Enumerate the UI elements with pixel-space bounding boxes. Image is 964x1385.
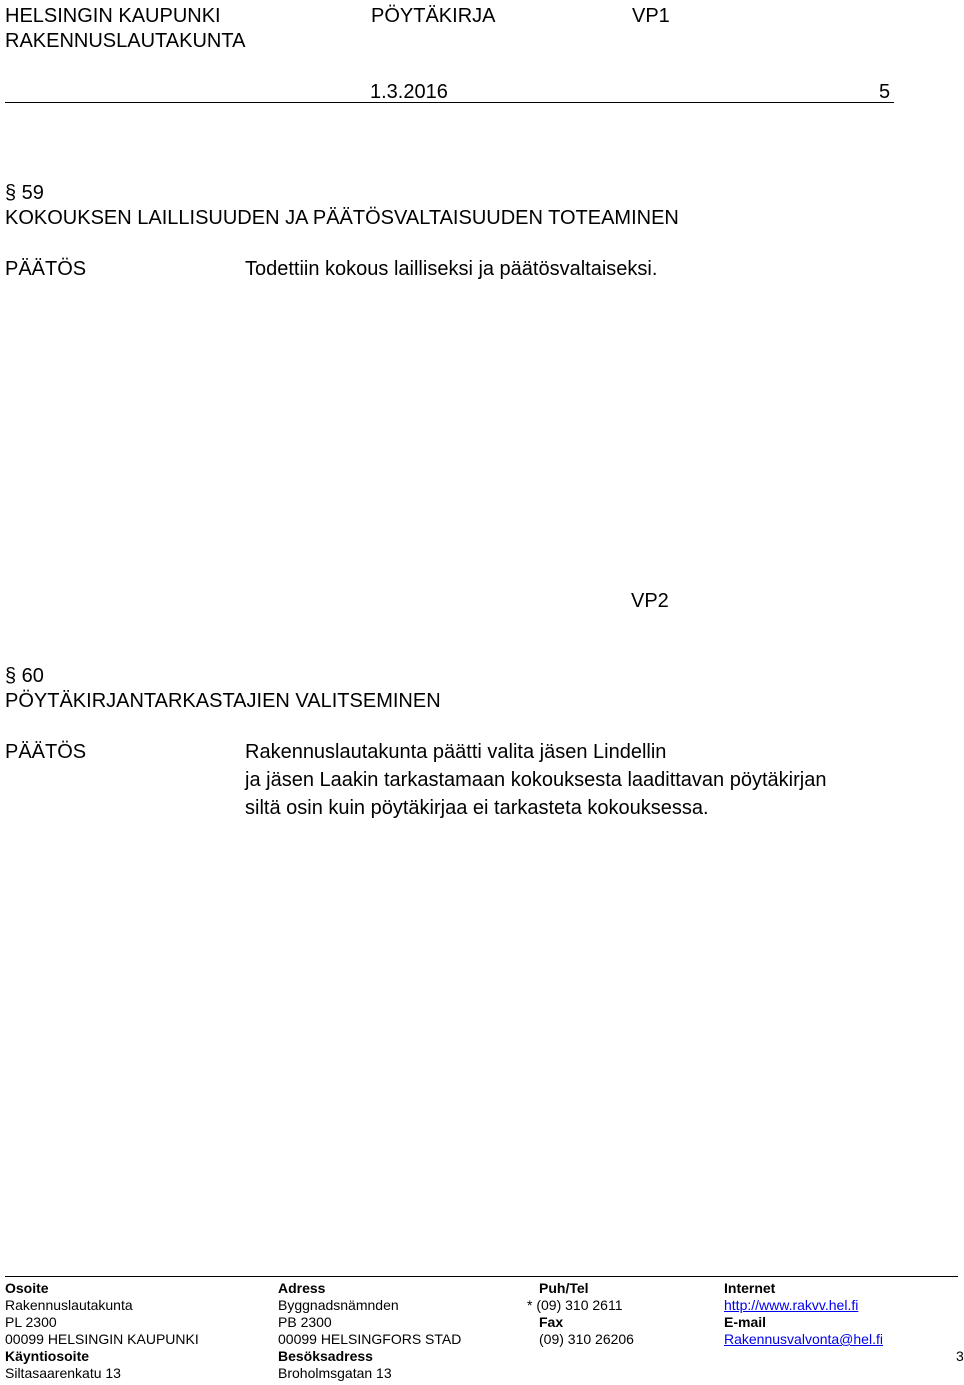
footer-besok-address: Broholmsgatan 13 <box>278 1365 392 1381</box>
header-rule <box>5 102 894 103</box>
page-number: 5 <box>879 81 891 103</box>
decision-line: Rakennuslautakunta päätti valita jäsen Lindellin <box>245 741 667 763</box>
decision-line: ja jäsen Laakin tarkastamaan kokouksesta laadittavan pöytäkirjan <box>245 769 827 791</box>
footer-edge-char: 3 <box>956 1348 964 1364</box>
footer-adress-line: 00099 HELSINGFORS STAD <box>278 1331 462 1347</box>
footer-adress-line: PB 2300 <box>278 1314 332 1330</box>
section-title: PÖYTÄKIRJANTARKASTAJIEN VALITSEMINEN <box>5 690 441 712</box>
decision-line: siltä osin kuin pöytäkirjaa ei tarkasteta kokouksessa. <box>245 797 709 819</box>
section-number: § 59 <box>5 182 44 204</box>
footer-adress-line: Byggnadsnämnden <box>278 1297 399 1313</box>
committee-name: RAKENNUSLAUTAKUNTA <box>5 30 246 52</box>
meeting-date: 1.3.2016 <box>370 81 448 103</box>
footer-address-line: Rakennuslautakunta <box>5 1297 133 1313</box>
decision-text <box>245 738 826 822</box>
footer-visit-address: Siltasaarenkatu 13 <box>5 1365 121 1381</box>
footer-email-link[interactable]: Rakennusvalvonta@hel.fi <box>724 1331 883 1347</box>
document-type: PÖYTÄKIRJA <box>371 5 496 27</box>
footer-email-label: E-mail <box>724 1314 767 1330</box>
footer-visit-heading: Käyntiosoite <box>5 1348 90 1364</box>
footer-fax-label: Fax <box>539 1314 564 1330</box>
footer-address-line: 00099 HELSINGIN KAUPUNKI <box>5 1331 199 1347</box>
footer-phone-heading: Puh/Tel <box>539 1280 589 1296</box>
version-label: VP2 <box>631 590 669 612</box>
footer-internet-heading: Internet <box>724 1280 776 1296</box>
footer-phone-number: * (09) 310 2611 <box>527 1297 623 1313</box>
decision-text: Todettiin kokous lailliseksi ja päätösvaltaiseksi. <box>245 258 658 280</box>
organization-name: HELSINGIN KAUPUNKI <box>5 5 221 27</box>
version-label: VP1 <box>632 5 670 27</box>
footer-adress-heading: Adress <box>278 1280 326 1296</box>
footer-fax-number: (09) 310 26206 <box>539 1331 634 1347</box>
section-title: KOKOUKSEN LAILLISUUDEN JA PÄÄTÖSVALTAISUUDEN TOTEAMINEN <box>5 207 679 229</box>
decision-label: PÄÄTÖS <box>5 258 87 280</box>
decision-label: PÄÄTÖS <box>5 741 87 763</box>
footer-besok-heading: Besöksadress <box>278 1348 373 1364</box>
footer-address-line: PL 2300 <box>5 1314 57 1330</box>
footer-rule <box>5 1276 958 1277</box>
footer-address-heading: Osoite <box>5 1280 49 1296</box>
footer-website-link[interactable]: http://www.rakvv.hel.fi <box>724 1297 859 1313</box>
section-number: § 60 <box>5 665 44 687</box>
